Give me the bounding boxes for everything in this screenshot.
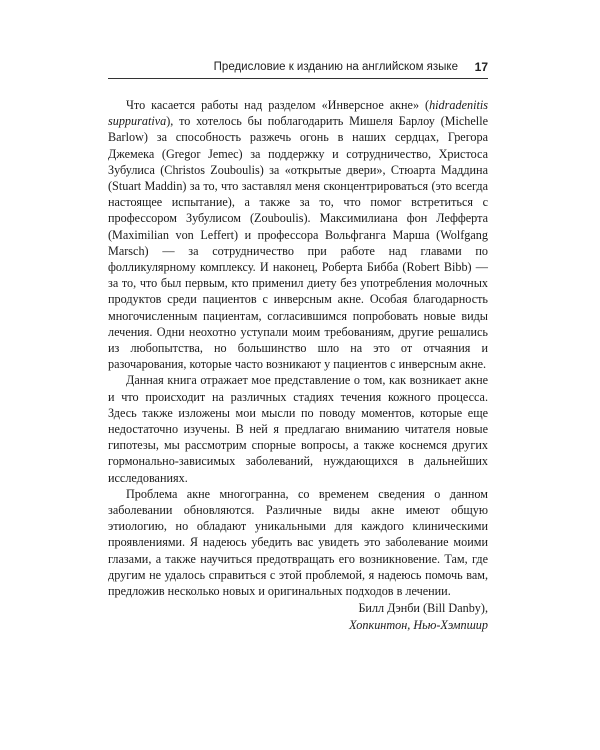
- signature-place: Хопкинтон, Нью-Хэмпшир: [349, 617, 488, 632]
- paragraph: Данная книга отражает мое представление о том, как возникает акне и что происходит на различных стадиях течения кожного процесса. Здесь также изложены мои мысли по поводу моментов, которые еще недостаточно изучены. В ней я предлагаю вниманию читателя новые гипотезы, мы рассмотрим спорные вопросы, а также коснемся других гормонально-зависимых заболеваний, нуждающихся в дальнейших исследованиях.: [108, 373, 488, 485]
- running-header: [108, 58, 488, 79]
- paragraph-text: ), то хотелось бы поблагодарить Мишеля Барлоу (Michelle Barlow) за способность разжечь огонь в наших сердцах, Грегора Джемека (Gregor Jemec) за поддержку и сотрудничество, Христоса Зубулиса (Christos Zouboulis) за «открытые двери», Стюарта Маддина (Stuart Maddin) за то, что заставлял меня сконцентрироваться (это всегда настоящее испытание), а также за то, что помог встретиться с профессором Зубулисом (Zouboulis). Максимилиана фон Лефферта (Maximilian von Leffert) и профессора Вольфганга Марша (Wolfgang Marsch) — за сотрудничество при работе над главами по фолликулярному комплексу. И наконец, Роберта Бибба (Robert Bibb) — за то, что был первым, кто применил диету без употребления молочных продуктов среди пациентов с инверсным акне. Особая благодарность многочисленным пациентам, согласившимся попробовать новые виды лечения. Одни неохотно уступали моим требованиям, другие решались из любопытства, но большинство шло на это от отчаяния и разочарования, которые часто возникают у пациентов с инверсным акне.: [108, 114, 488, 372]
- latin-term: hidradenitis suppurativa: [108, 98, 488, 129]
- paragraph: [108, 97, 488, 372]
- paragraph: Проблема акне многогранна, со временем сведения о данном заболевании обновляются. Различные виды акне имеют общую этиологию, но обладают уникальными для каждого клиническими проявлениями. Я надеюсь убедить вас увидеть это заболевание моими глазами, а также научиться предотвращать его возникновение. Там, где другим не удалось справиться с этой проблемой, я надеюсь помочь вам, предложив несколько новых и оригинальных подходов в лечении.: [108, 486, 488, 599]
- signature-author: Билл Дэнби (Bill Danby),: [358, 601, 488, 616]
- signature: [108, 600, 488, 632]
- page-number: 17: [474, 60, 488, 74]
- section-title: Предисловие к изданию на английском языке: [213, 61, 458, 73]
- paragraph-text: Что касается работы над разделом «Инверсное акне» (: [126, 98, 430, 112]
- body-text: [108, 97, 488, 633]
